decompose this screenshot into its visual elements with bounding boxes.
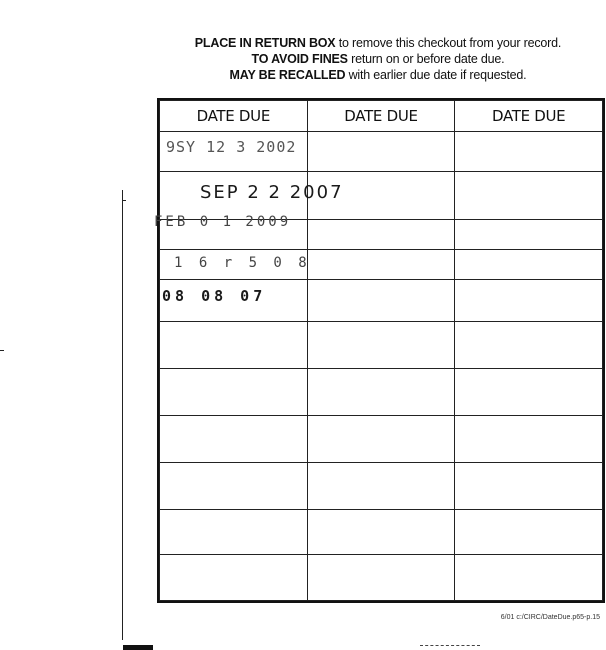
return-instructions <box>150 35 606 83</box>
table-cell <box>455 132 603 172</box>
table-cell <box>307 555 455 601</box>
header-row <box>160 101 603 132</box>
form-code: 6/01 c:/CIRC/DateDue.p65-p.15 <box>500 614 600 621</box>
table-cell <box>455 250 603 280</box>
table-cell <box>455 555 603 601</box>
table-cell <box>307 280 455 322</box>
table-row <box>160 416 603 463</box>
bottom-edge-dash <box>420 645 480 647</box>
date-due-card <box>154 98 605 603</box>
table-cell <box>307 250 455 280</box>
table-row <box>160 322 603 369</box>
table-row <box>160 250 603 280</box>
instruction-line-3 <box>150 67 606 83</box>
table-cell <box>455 220 603 250</box>
table-cell <box>455 463 603 510</box>
table-cell <box>160 132 308 172</box>
table-cell <box>307 322 455 369</box>
page-margin-line <box>122 190 123 640</box>
table-row <box>160 172 603 220</box>
table-row <box>160 555 603 601</box>
margin-tick <box>0 350 4 351</box>
instruction-3-text: with earlier due date if requested. <box>345 68 527 82</box>
column-header: DATE DUE <box>307 101 455 132</box>
instruction-line-2 <box>150 51 606 67</box>
table-row <box>160 220 603 250</box>
date-due-table <box>154 100 603 601</box>
table-cell <box>307 132 455 172</box>
date-stamp: FEB 0 1 2009 <box>154 214 292 230</box>
table-cell <box>307 220 455 250</box>
table-cell <box>307 463 455 510</box>
table-cell <box>154 214 308 250</box>
instruction-1-bold: PLACE IN RETURN BOX <box>194 36 336 50</box>
table-cell <box>160 416 308 463</box>
date-stamp: 1 6 r 5 0 8 <box>174 255 311 271</box>
bottom-edge-mark <box>123 645 153 650</box>
table-cell <box>160 250 311 280</box>
date-stamp: 9SY 12 3 2002 <box>166 138 297 156</box>
instruction-1-text: to remove this checkout from your record. <box>335 36 562 50</box>
table-cell <box>160 510 308 555</box>
table-cell <box>455 322 603 369</box>
table-row <box>160 132 603 172</box>
table-row <box>160 280 603 322</box>
table-cell <box>455 172 603 220</box>
instruction-2-text: return on or before date due. <box>347 52 505 66</box>
column-header: DATE DUE <box>455 101 603 132</box>
instruction-line-1 <box>150 35 606 51</box>
table-cell <box>160 369 308 416</box>
table-cell <box>307 416 455 463</box>
column-header: DATE DUE <box>160 101 308 132</box>
date-stamp: 08 08 07 <box>162 287 267 305</box>
margin-tick <box>123 200 126 201</box>
date-stamp: SEP 2 2 2007 <box>200 182 344 203</box>
table-cell <box>160 555 308 601</box>
table-cell <box>455 369 603 416</box>
table-row <box>160 369 603 416</box>
table-cell <box>455 280 603 322</box>
table-cell <box>307 510 455 555</box>
table-cell <box>160 280 308 322</box>
table-cell <box>160 463 308 510</box>
table-cell <box>160 172 344 220</box>
table-row <box>160 463 603 510</box>
table-cell <box>307 172 455 220</box>
table-cell <box>307 369 455 416</box>
table-cell <box>455 510 603 555</box>
table-cell <box>160 322 308 369</box>
instruction-3-bold: MAY BE RECALLED <box>229 68 346 82</box>
table-row <box>160 510 603 555</box>
instruction-2-bold: TO AVOID FINES <box>251 52 348 66</box>
table-cell <box>455 416 603 463</box>
